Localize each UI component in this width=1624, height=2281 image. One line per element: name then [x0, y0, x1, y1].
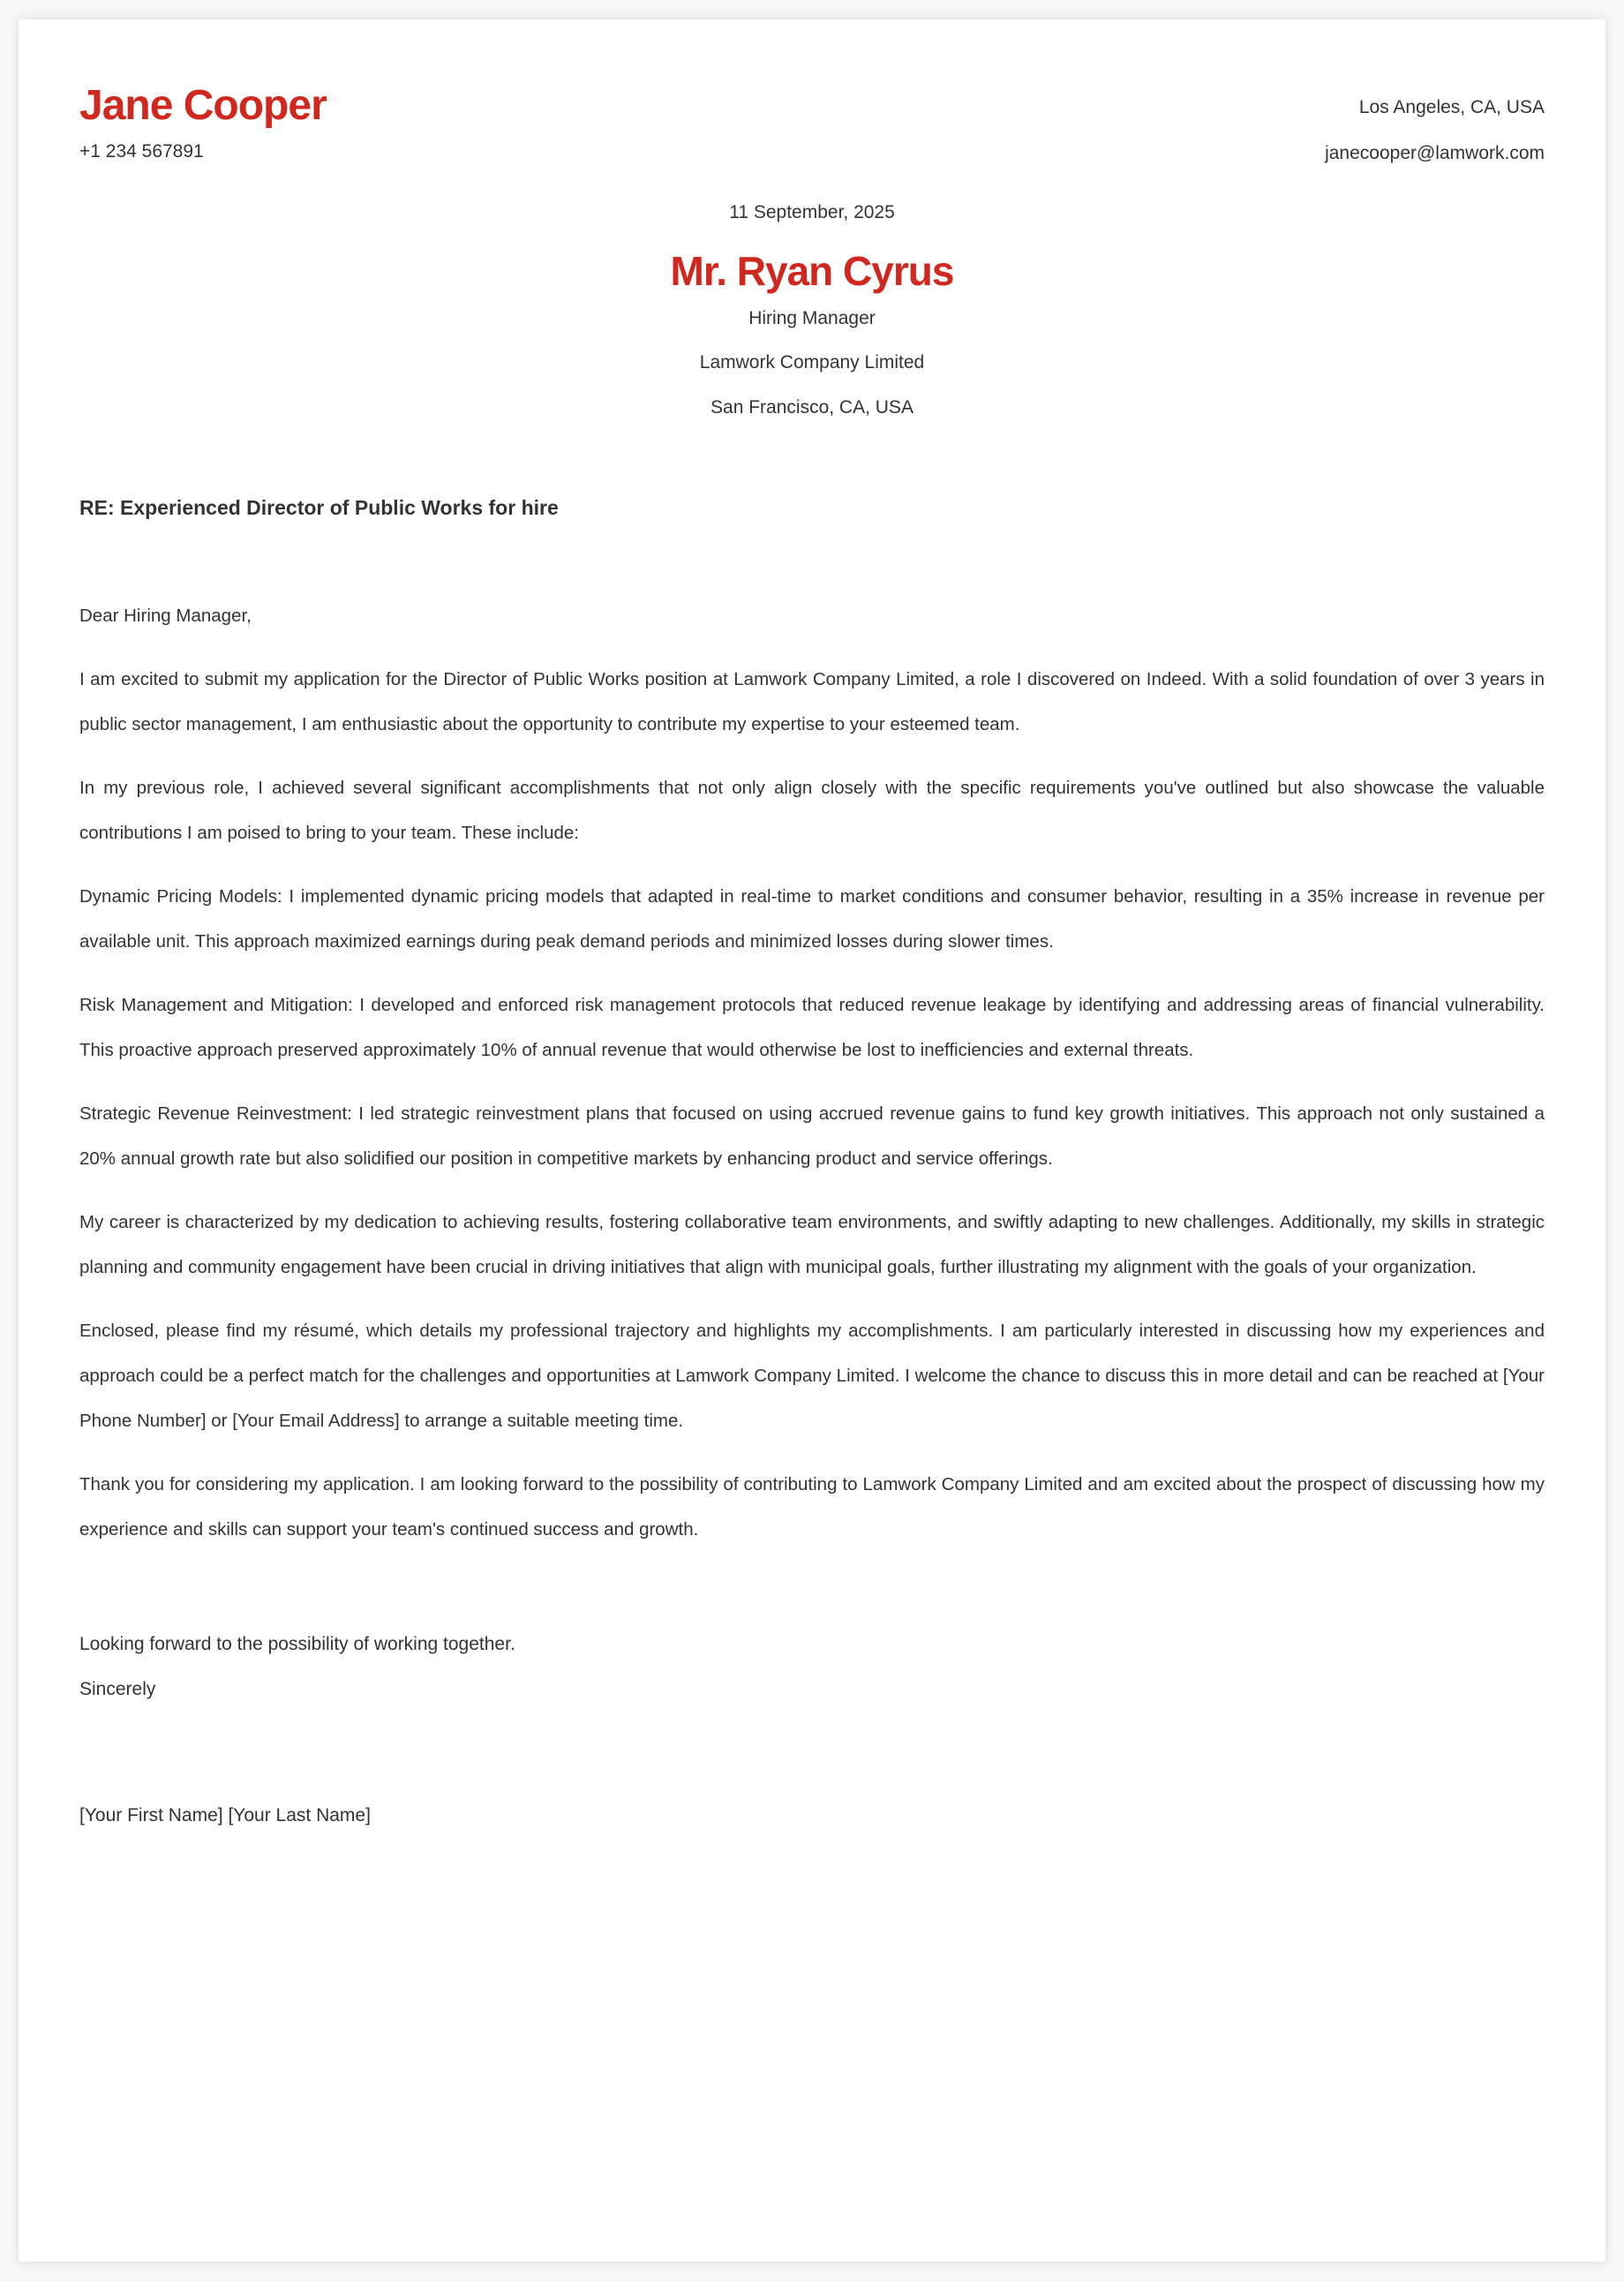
- letter-page: [19, 19, 1605, 2262]
- sender-phone: +1 234 567891: [79, 141, 204, 162]
- paragraph: My career is characterized by my dedication to achieving results, fostering collaborative team environments, and swiftly adapting to new challenges. Additionally, my skills in strategic planning and community engagement have been crucial in driving initiatives that align with municipal goals, further illustrating my alignment with the goals of your organization.: [79, 1212, 1545, 1277]
- paragraph: Thank you for considering my application. I am looking forward to the possibility of contributing to Lamwork Company Limited and am excited about the prospect of discussing how my experience and skills can support your team's continued success and growth.: [79, 1474, 1545, 1539]
- salutation: Dear Hiring Manager,: [79, 606, 252, 626]
- sender-name: Jane Cooper: [79, 82, 327, 129]
- closing: [79, 1622, 515, 1712]
- recipient-name: Mr. Ryan Cyrus: [670, 248, 954, 294]
- paragraph: In my previous role, I achieved several significant accomplishments that not only align closely with the specific requirements you've outlined but also showcase the valuable contributions I am poised to bring to your team. These include:: [79, 778, 1545, 843]
- signoff: Sincerely: [79, 1679, 156, 1699]
- sender-location: Los Angeles, CA, USA: [1358, 97, 1545, 117]
- recipient-location: San Francisco, CA, USA: [710, 397, 914, 418]
- recipient-title: Hiring Manager: [748, 308, 876, 328]
- letter-body: [79, 593, 1545, 1570]
- paragraph: Enclosed, please find my résumé, which details my professional trajectory and highlights my accomplishments. I am particularly interested in discussing how my experiences and approach could be a perfect match for the challenges and opportunities at Lamwork Company Limited. I welcome the chance to discuss this in more detail and can be reached at [Your Phone Number] or [Your Email Address] to arrange a suitable meeting time.: [79, 1321, 1545, 1431]
- signature-name: [Your First Name] [Your Last Name]: [79, 1805, 371, 1826]
- paragraph: I am excited to submit my application for the Director of Public Works position at Lamwork Company Limited, a role I discovered on Indeed. With a solid foundation of over 3 years in public sector management, I am enthusiastic about the opportunity to contribute my expertise to your esteemed team.: [79, 669, 1545, 734]
- paragraph: Dynamic Pricing Models: I implemented dynamic pricing models that adapted in real-time to market conditions and consumer behavior, resulting in a 35% increase in revenue per available unit. This approach maximized earnings during peak demand periods and minimized losses during slower times.: [79, 886, 1545, 952]
- closing-line: Looking forward to the possibility of working together.: [79, 1634, 515, 1654]
- paragraph: Risk Management and Mitigation: I developed and enforced risk management protocols that reduced revenue leakage by identifying and addressing areas of financial vulnerability. This proactive approach preserved approximately 10% of annual revenue that would otherwise be lost to inefficiencies and external threats.: [79, 995, 1545, 1060]
- sender-email: janecooper@lamwork.com: [1325, 143, 1545, 163]
- recipient-company: Lamwork Company Limited: [699, 352, 925, 373]
- subject-line: RE: Experienced Director of Public Works for hire: [79, 496, 559, 519]
- paragraph: Strategic Revenue Reinvestment: I led strategic reinvestment plans that focused on using accrued revenue gains to fund key growth initiatives. This approach not only sustained a 20% annual growth rate but also solidified our position in competitive markets by enhancing product and service offerings.: [79, 1103, 1545, 1169]
- letter-date: 11 September, 2025: [729, 202, 895, 222]
